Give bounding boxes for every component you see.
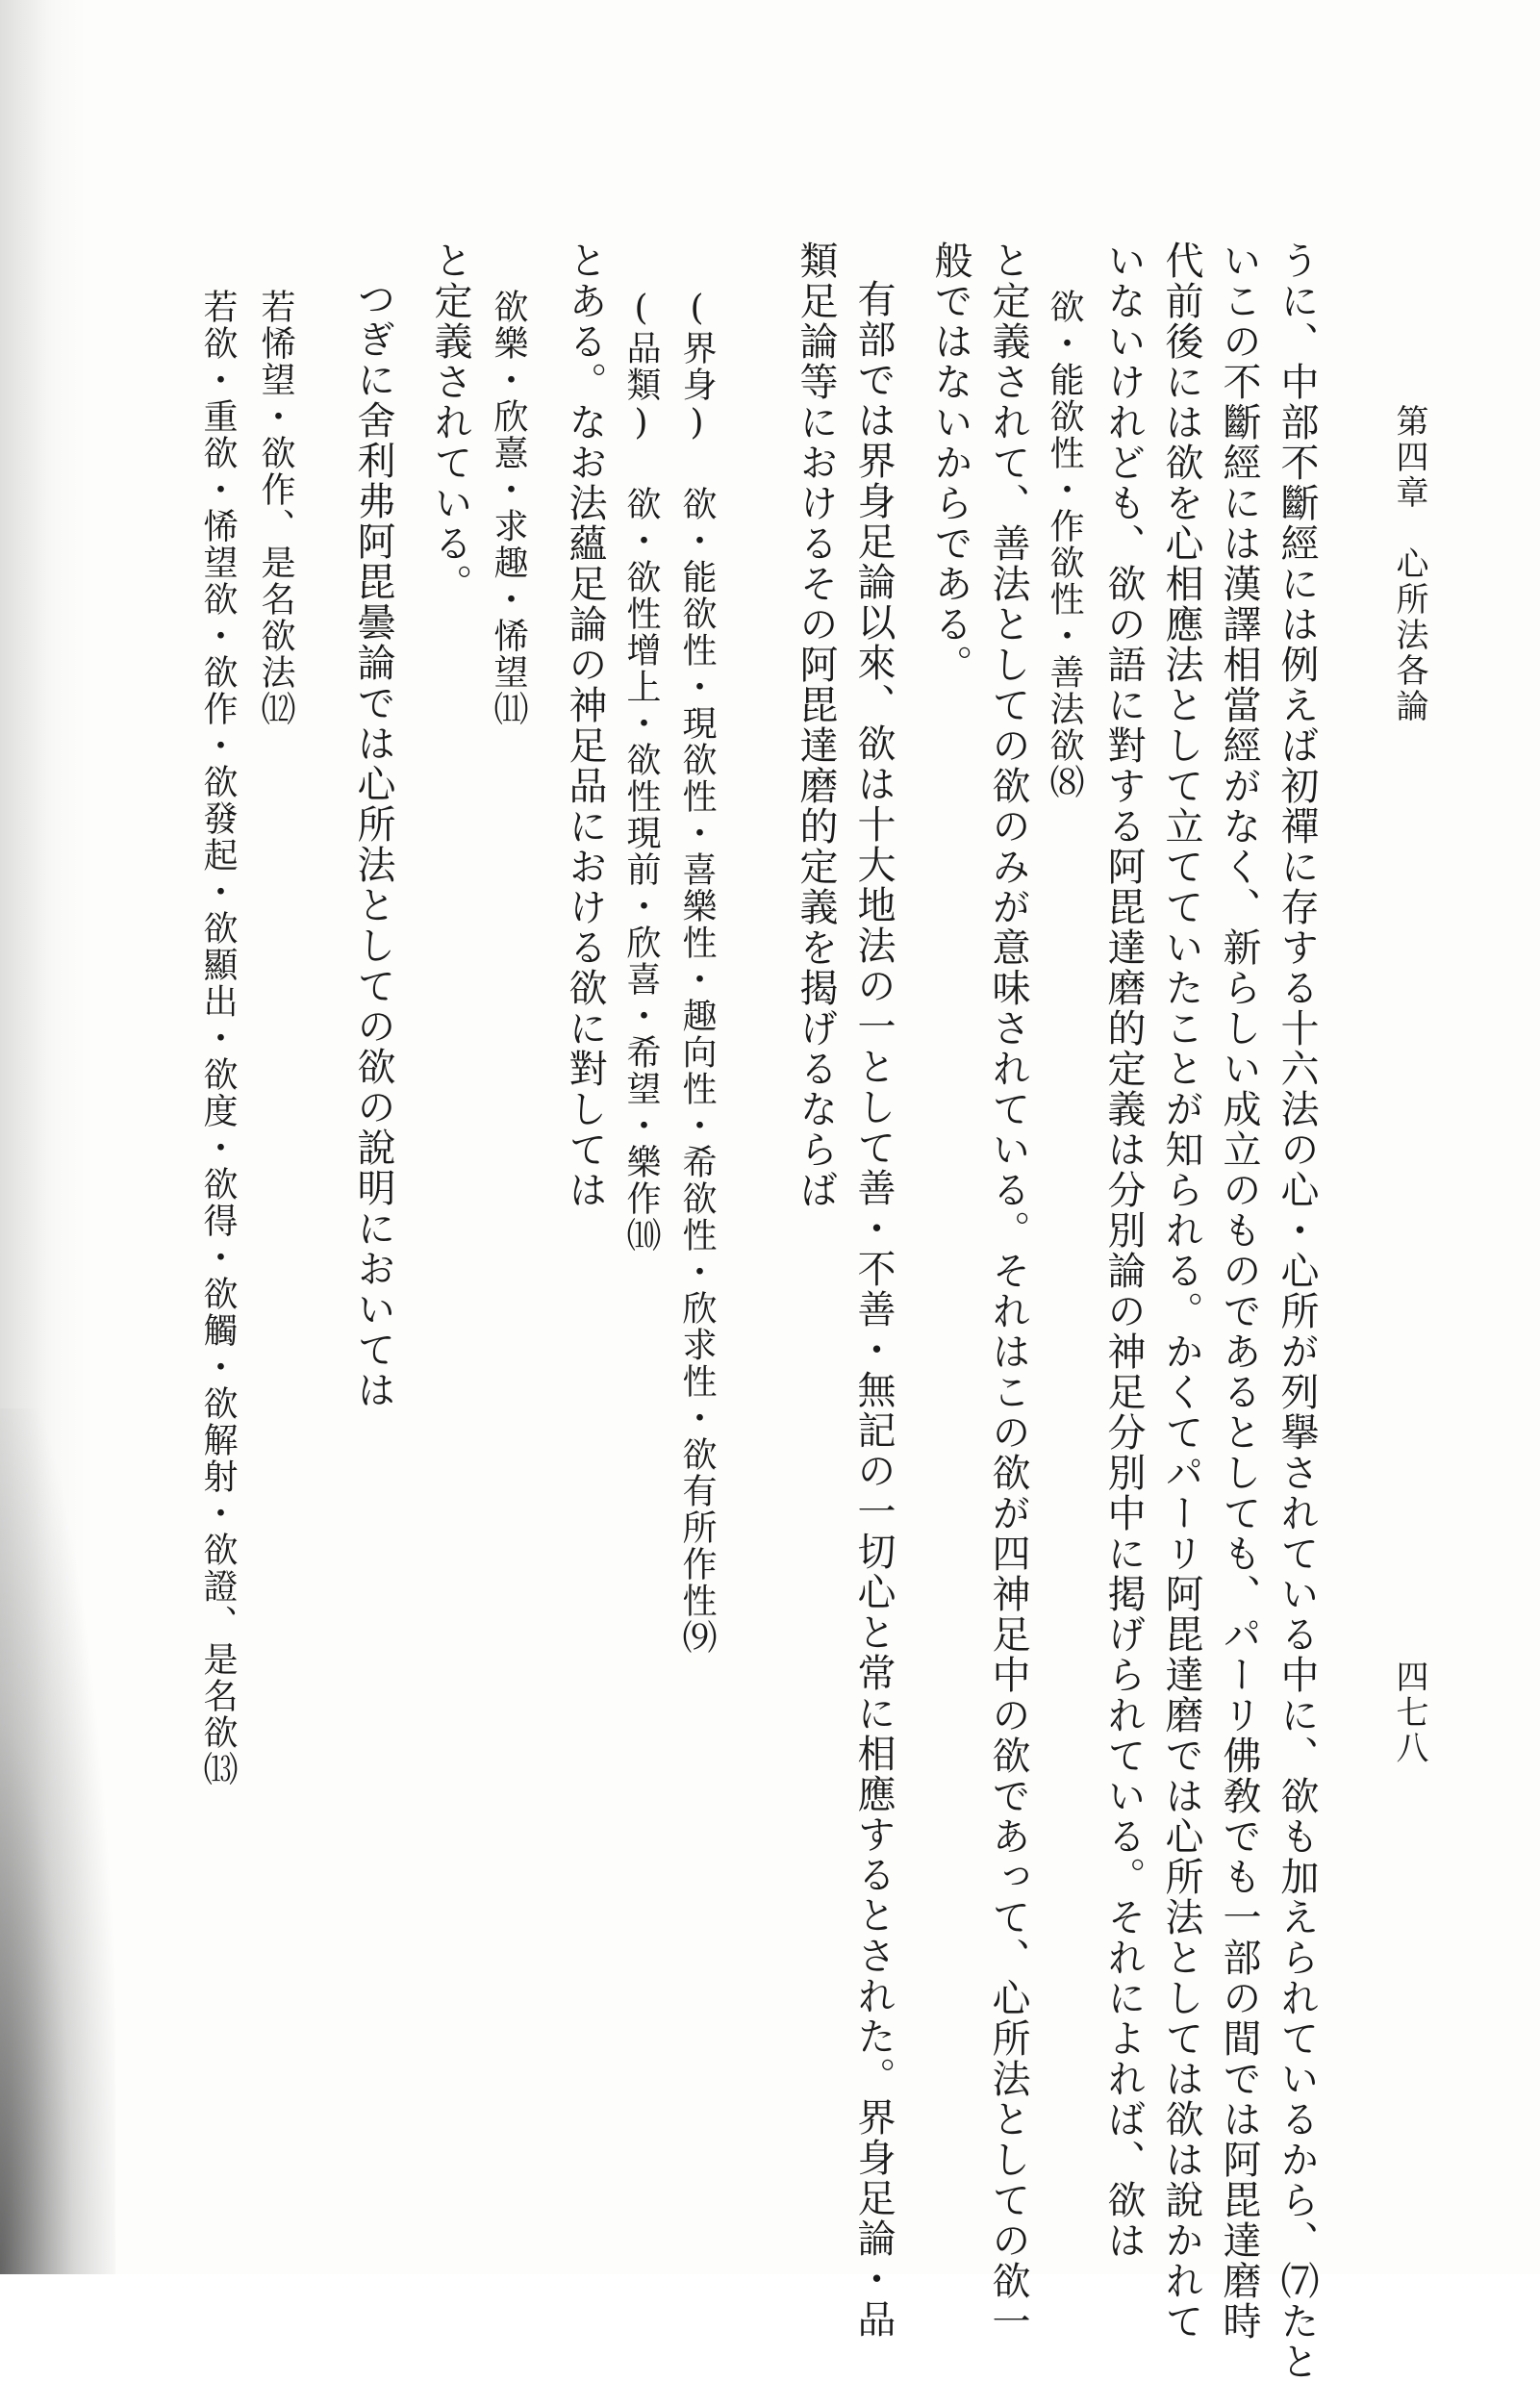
quote-column-3: (品類) 欲・欲性增上・欲性現前・欣喜・希望・樂作⑽ xyxy=(621,289,661,1254)
quote-column-6: 若欲・重欲・悕望欲・欲作・欲發起・欲顯出・欲度・欲得・欲觸・欲解射・欲證、是名欲⒀ xyxy=(198,289,238,1787)
text-column-2: いこの不斷經には漢譯相當經がなく、新らしい成立のものであるとしても、パーリ佛敎でも一部の間では阿毘達磨時 xyxy=(1217,241,1261,2342)
text-column-11: つぎに舍利弗阿毘曇論では心所法としての欲の說明においては xyxy=(351,279,395,1410)
quote-column-1: 欲・能欲性・作欲性・善法欲⑻ xyxy=(1045,289,1084,800)
text-column-8: 類足論等におけるその阿毘達磨的定義を揭げるならば xyxy=(794,241,838,1210)
page-number: 四七八 xyxy=(1390,1660,1428,1766)
text-column-6: 般ではないからである。 xyxy=(928,241,972,685)
quote-column-2: (界身) 欲・能欲性・現欲性・喜樂性・趣向性・希欲性・欣求性・欲有所作性⑼ xyxy=(677,289,717,1656)
text-column-3: 代前後には欲を心相應法として立てていたことが知られる。かくてパーリ阿毘達磨では心所法としては欲は說かれて xyxy=(1159,241,1203,2342)
quote-column-4: 欲樂・欣憙・求趣・悕望⑾ xyxy=(489,289,528,727)
chapter-header: 第四章 心所法各論 xyxy=(1390,404,1428,724)
text-column-4: いないけれども、欲の語に對する阿毘達磨的定義は分別論の神足分別中に掲げられている。それによれば、欲は xyxy=(1101,241,1146,2261)
quote-column-5: 若悕望・欲作、是名欲法⑿ xyxy=(256,289,295,727)
text-column-5: と定義されて、善法としての欲のみが意味されている。それはこの欲が四神足中の欲であって、心所法としての欲一 xyxy=(986,241,1030,2342)
text-column-10: と定義されている。 xyxy=(428,241,472,604)
text-column-9: とある。なお法蘊足論の神足品における欲に對しては xyxy=(563,241,607,1210)
text-column-1: うに、中部不斷經には例えば初禪に存する十六法の心・心所が列擧されている中に、欲も加えられているから、⑺たと xyxy=(1275,241,1319,2382)
scan-artifact xyxy=(0,1408,115,2274)
text-column-7: 有部では界身足論以來、欲は十大地法の一として善・不善・無記の一切心と常に相應するとされた。界身足論・品 xyxy=(851,279,896,2340)
